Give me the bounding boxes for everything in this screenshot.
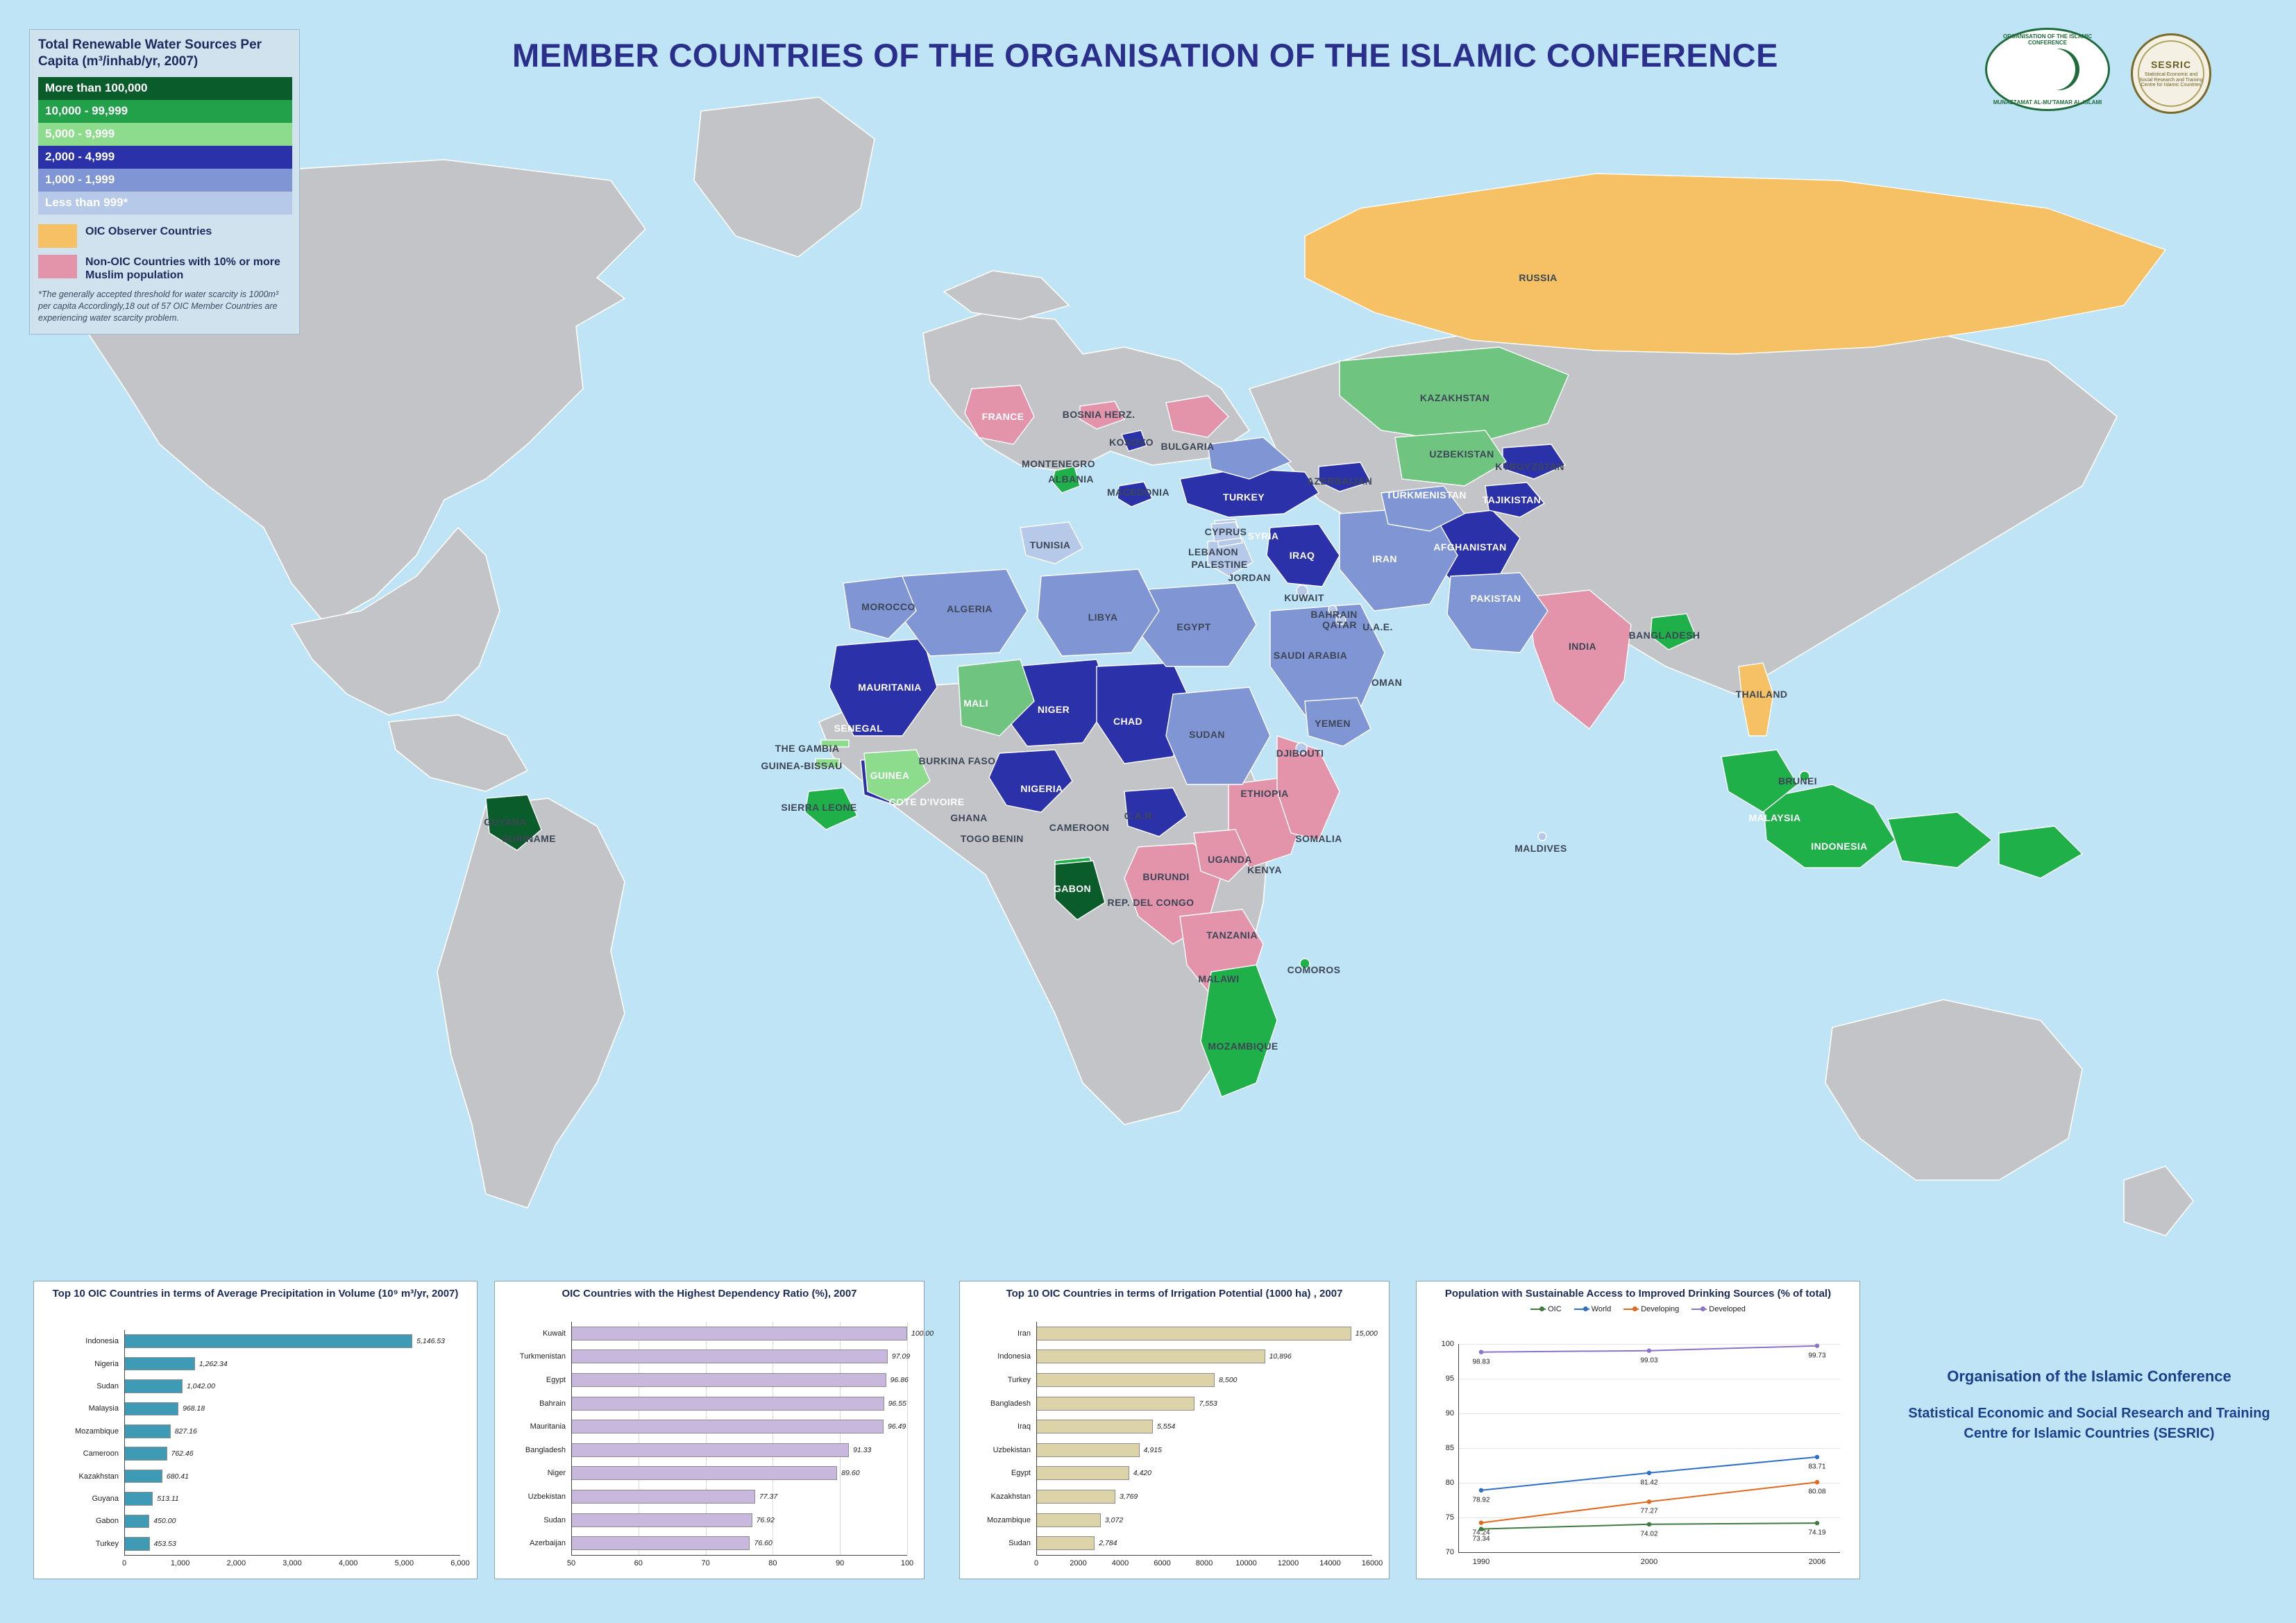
organisation-footer <box>1902 1368 2277 1444</box>
line-legend-swatch <box>1623 1309 1639 1310</box>
bar-category-label: Malaysia <box>88 1404 119 1413</box>
y-tick-label: 70 <box>1445 1548 1454 1556</box>
bar-value-label: 3,769 <box>1120 1492 1138 1501</box>
map-label-guinea: GUINEA <box>870 770 910 781</box>
map-label-burundi: BURUNDI <box>1142 871 1190 882</box>
map-label-kyrgyzstan: KYRGYZSTAN <box>1495 461 1564 472</box>
bar <box>571 1490 755 1504</box>
bar <box>124 1379 183 1393</box>
x-tick-label: 2006 <box>1808 1558 1826 1566</box>
map-label-syria: SYRIA <box>1247 530 1279 541</box>
bar <box>124 1537 150 1550</box>
bar-value-label: 3,072 <box>1104 1515 1124 1524</box>
bar-category-label: Indonesia <box>997 1352 1031 1361</box>
map-label-sudan: SUDAN <box>1189 729 1225 740</box>
bar <box>124 1447 167 1460</box>
legend-extra-label-0: OIC Observer Countries <box>85 225 212 237</box>
x-tick-label: 2000 <box>1640 1558 1658 1566</box>
bar-category-label: Sudan <box>543 1515 566 1524</box>
bar-value-label: 762.46 <box>171 1449 194 1458</box>
map-label-tunisia: TUNISIA <box>1029 539 1071 550</box>
bar-category-label: Turkey <box>1007 1376 1031 1384</box>
bar-value-label: 97.09 <box>891 1352 911 1361</box>
map-label-france: FRANCE <box>981 411 1024 422</box>
x-tick-label: 80 <box>768 1559 777 1567</box>
map-label-lebanon: LEBANON <box>1188 546 1239 557</box>
legend-class-0: More than 100,000 <box>38 77 292 100</box>
bar <box>1036 1327 1351 1340</box>
map-label-india: INDIA <box>1568 641 1597 652</box>
bar <box>124 1492 153 1505</box>
x-tick-label: 0 <box>1033 1559 1039 1567</box>
map-label-bulgaria: BULGARIA <box>1160 441 1215 452</box>
legend-class-1: 10,000 - 99,999 <box>38 100 292 123</box>
map-label-yemen: YEMEN <box>1315 718 1351 729</box>
line-legend-label: World <box>1591 1304 1612 1313</box>
line-legend-swatch <box>1530 1309 1546 1310</box>
map-label-saudi-arabia: SAUDI ARABIA <box>1273 650 1348 661</box>
x-tick-label: 70 <box>701 1559 710 1567</box>
line-point-label: 80.08 <box>1808 1488 1826 1496</box>
x-tick-label: 3,000 <box>282 1559 302 1567</box>
map-label-turkmenistan: TURKMENISTAN <box>1386 489 1467 501</box>
bar-value-label: 89.60 <box>841 1469 860 1478</box>
line-legend-world <box>1574 1305 1612 1313</box>
bar <box>1036 1349 1265 1363</box>
map-label-turkey: TURKEY <box>1223 491 1265 503</box>
y-tick-label: 90 <box>1445 1409 1454 1418</box>
line-legend-label: Developed <box>1709 1304 1746 1313</box>
legend-extra-list <box>38 224 291 282</box>
map-label-algeria: ALGERIA <box>947 603 993 614</box>
bar <box>1036 1536 1095 1550</box>
legend-class-list <box>38 77 292 215</box>
line-point-label: 99.03 <box>1640 1356 1658 1365</box>
bar <box>1036 1443 1140 1457</box>
bar-category-label: Bahrain <box>539 1399 566 1408</box>
bar-value-label: 1,262.34 <box>199 1359 228 1368</box>
x-axis <box>124 1555 460 1556</box>
bar-category-label: Egypt <box>546 1376 566 1384</box>
line-legend-swatch <box>1691 1309 1707 1310</box>
y-axis <box>1036 1322 1037 1555</box>
line-point-label: 81.42 <box>1640 1479 1658 1487</box>
chart-drinking-water <box>1416 1281 1860 1579</box>
map-legend <box>29 29 300 335</box>
bar-value-label: 7,553 <box>1199 1399 1217 1408</box>
map-label-burkina-faso: BURKINA FASO <box>918 755 996 766</box>
x-tick-label: 16000 <box>1361 1559 1383 1567</box>
map-label-comoros: COMOROS <box>1287 964 1341 975</box>
bar-category-label: Niger <box>547 1469 566 1478</box>
bar-category-label: Turkmenistan <box>519 1352 566 1361</box>
map-label-ethiopia: ETHIOPIA <box>1240 788 1289 799</box>
bar-category-label: Cameroon <box>83 1449 119 1458</box>
chart-dependency <box>494 1281 934 1579</box>
bar-category-label: Uzbekistan <box>993 1445 1031 1454</box>
map-label-qatar: QATAR <box>1322 619 1357 630</box>
legend-extra-swatch-0 <box>38 224 77 248</box>
footer-line-1: Organisation of the Islamic Conference <box>1947 1368 2231 1385</box>
line-point-label: 73.34 <box>1472 1535 1490 1543</box>
bar-value-label: 680.41 <box>166 1472 189 1481</box>
map-label-kosovo: KOSOVO <box>1109 437 1154 448</box>
map-label-oman: OMAN <box>1371 677 1403 688</box>
map-label-kazakhstan: KAZAKHSTAN <box>1419 392 1490 403</box>
line-legend-swatch <box>1574 1309 1589 1310</box>
map-label-bahrain: BAHRAIN <box>1310 609 1358 620</box>
y-axis <box>571 1322 572 1555</box>
map-label-tanzania: TANZANIA <box>1206 930 1258 941</box>
map-label-egypt: EGYPT <box>1176 621 1211 632</box>
y-tick-label: 80 <box>1445 1479 1454 1487</box>
map-label-macedonia: MACEDONIA <box>1107 487 1170 498</box>
line-point-label: 98.83 <box>1472 1358 1490 1366</box>
map-label-the-gambia: THE GAMBIA <box>775 743 840 754</box>
map-label-chad: CHAD <box>1113 716 1143 727</box>
bar-value-label: 15,000 <box>1355 1329 1378 1338</box>
x-tick-label: 50 <box>566 1559 576 1567</box>
bar-category-label: Indonesia <box>85 1337 119 1346</box>
bar <box>124 1515 149 1528</box>
bar-value-label: 513.11 <box>157 1495 179 1503</box>
line-legend-label: Developing <box>1641 1304 1680 1313</box>
map-label-guyana: GUYANA <box>484 816 527 827</box>
y-tick-label: 75 <box>1445 1513 1454 1522</box>
line-legend-developing <box>1623 1305 1679 1313</box>
legend-class-3: 2,000 - 4,999 <box>38 146 292 169</box>
x-tick-label: 8000 <box>1195 1559 1213 1567</box>
x-tick-label: 6,000 <box>450 1559 470 1567</box>
bar-value-label: 453.53 <box>153 1539 176 1548</box>
y-axis <box>1458 1344 1459 1552</box>
bar-category-label: Kazakhstan <box>990 1492 1031 1501</box>
bar-value-label: 450.00 <box>153 1517 176 1526</box>
x-tick-label: 1,000 <box>170 1559 190 1567</box>
oic-emblem-bottom-text: MUNAZZAMAT AL-MU'TAMAR AL-ISLAMI <box>1993 99 2102 106</box>
map-label-cote-d-ivoire: COTE D'IVOIRE <box>888 796 965 807</box>
bar-category-label: Egypt <box>1011 1469 1031 1478</box>
map-label-morocco: MOROCCO <box>861 601 915 612</box>
bar-value-label: 10,896 <box>1269 1352 1292 1361</box>
x-axis <box>1036 1555 1372 1556</box>
bar <box>571 1443 849 1457</box>
bar-value-label: 5,554 <box>1157 1422 1176 1431</box>
map-label-bosnia-herz-: BOSNIA HERZ. <box>1062 409 1136 420</box>
map-label-pakistan: PAKISTAN <box>1470 593 1521 604</box>
x-tick-label: 14000 <box>1319 1559 1341 1567</box>
bar-category-label: Turkey <box>95 1539 119 1548</box>
page-title: MEMBER COUNTRIES OF THE ORGANISATION OF THE ISLAMIC CONFERENCE <box>512 37 1778 74</box>
bar-value-label: 1,042.00 <box>187 1382 215 1390</box>
bar-value-label: 100.00 <box>911 1329 934 1338</box>
bar <box>571 1536 750 1550</box>
line-legend-oic <box>1530 1305 1562 1313</box>
map-label-sierra-leone: SIERRA LEONE <box>781 802 857 813</box>
bar <box>571 1373 886 1387</box>
map-label-ghana: GHANA <box>950 812 988 823</box>
sesric-emblem-name: SESRIC <box>2150 58 2192 70</box>
x-tick-label: 100 <box>900 1559 914 1567</box>
x-tick-label: 5,000 <box>394 1559 414 1567</box>
legend-extra-0 <box>38 224 291 248</box>
map-label-u-a-e-: U.A.E. <box>1362 621 1393 632</box>
bar <box>571 1466 837 1480</box>
bar-category-label: Kuwait <box>542 1329 566 1338</box>
bar-category-label: Mozambique <box>987 1515 1031 1524</box>
map-label-cameroon: CAMEROON <box>1049 822 1110 833</box>
map-label-mozambique: MOZAMBIQUE <box>1208 1041 1278 1052</box>
map-label-mali: MALI <box>963 698 988 709</box>
bar-value-label: 91.33 <box>853 1445 872 1454</box>
y-tick-label: 85 <box>1445 1444 1454 1452</box>
bar-value-label: 5,146.53 <box>416 1337 446 1346</box>
map-label-senegal: SENEGAL <box>834 723 884 734</box>
map-label-russia: RUSSIA <box>1519 272 1558 283</box>
legend-class-4: 1,000 - 1,999 <box>38 169 292 192</box>
x-tick-label: 2000 <box>1070 1559 1087 1567</box>
bar-category-label: Uzbekistan <box>527 1492 566 1501</box>
map-label-indonesia: INDONESIA <box>1811 841 1868 852</box>
map-label-djibouti: DJIBOUTI <box>1276 748 1324 759</box>
map-label-suriname: SURINAME <box>502 833 556 844</box>
map-label-rep-del-congo: REP. DEL CONGO <box>1107 897 1195 908</box>
map-label-kuwait: KUWAIT <box>1284 592 1324 603</box>
bar <box>124 1402 178 1415</box>
map-label-cyprus: CYPRUS <box>1204 526 1247 537</box>
line-point-label: 78.92 <box>1472 1496 1490 1504</box>
x-tick-label: 1990 <box>1472 1558 1490 1566</box>
footer-line-2: Statistical Economic and Social Research and Training Centre for Islamic Countries (SESRIC) <box>1908 1406 2270 1441</box>
chart-irrigation-title: Top 10 OIC Countries in terms of Irrigation Potential (1000 ha) , 2007 <box>1006 1288 1343 1300</box>
bar-category-label: Guyana <box>92 1495 119 1503</box>
chart-precipitation-plot <box>34 1322 478 1580</box>
map-label-niger: NIGER <box>1037 704 1070 715</box>
map-label-somalia: SOMALIA <box>1295 833 1342 844</box>
bar <box>1036 1466 1129 1480</box>
map-label-gabon: GABON <box>1053 883 1092 894</box>
x-tick-label: 12000 <box>1277 1559 1299 1567</box>
sesric-emblem <box>2131 33 2211 114</box>
map-label-c-a-r-: C.A.R. <box>1124 810 1156 821</box>
legend-heading: Total Renewable Water Sources Per Capita (m³/inhab/yr, 2007) <box>38 37 262 69</box>
line-point-label: 83.71 <box>1808 1463 1826 1471</box>
x-axis <box>1458 1552 1840 1553</box>
chart-drinking-water-legend <box>1417 1305 1859 1313</box>
chart-precipitation <box>33 1281 478 1579</box>
bar <box>124 1470 162 1483</box>
bar-value-label: 77.37 <box>759 1492 778 1501</box>
map-label-tajikistan: TAJIKISTAN <box>1482 494 1542 505</box>
bar-value-label: 96.55 <box>888 1399 906 1408</box>
chart-irrigation-plot <box>960 1313 1390 1580</box>
line-point-label: 99.73 <box>1808 1352 1826 1360</box>
bar-category-label: Sudan <box>96 1382 119 1390</box>
bar <box>124 1424 171 1438</box>
x-axis <box>571 1555 907 1556</box>
legend-extra-1 <box>38 255 291 282</box>
map-label-guinea-bissau: GUINEA-BISSAU <box>761 760 843 771</box>
bar <box>1036 1513 1101 1527</box>
map-label-afghanistan: AFGHANISTAN <box>1433 541 1507 553</box>
legend-class-2: 5,000 - 9,999 <box>38 123 292 146</box>
line-legend-label: OIC <box>1548 1304 1562 1313</box>
legend-note: *The generally accepted threshold for water scarcity is 1000m³ per capita Accordingly,18 out of 57 OIC Member Countries are experiencing water scarcity problem. <box>38 289 278 323</box>
map-label-palestine: PALESTINE <box>1191 559 1248 570</box>
x-tick-label: 60 <box>634 1559 643 1567</box>
bar <box>124 1334 412 1347</box>
bar-value-label: 76.92 <box>756 1515 775 1524</box>
bar <box>571 1420 884 1433</box>
chart-precipitation-title: Top 10 OIC Countries in terms of Average Precipitation in Volume (10⁹ m³/yr, 2007) <box>52 1288 459 1300</box>
map-label-brunei: BRUNEI <box>1778 775 1818 787</box>
bar-category-label: Bangladesh <box>525 1445 566 1454</box>
map-label-thailand: THAILAND <box>1735 689 1788 700</box>
bar-value-label: 96.49 <box>888 1422 906 1431</box>
x-tick-label: 0 <box>121 1559 127 1567</box>
bar-value-label: 4,915 <box>1143 1445 1162 1454</box>
line-chart-svg <box>1417 1334 1861 1580</box>
map-label-mauritania: MAURITANIA <box>858 682 922 693</box>
map-label-iran: IRAN <box>1372 553 1397 564</box>
x-tick-label: 2,000 <box>226 1559 246 1567</box>
bar-category-label: Sudan <box>1008 1539 1031 1548</box>
bar-category-label: Iraq <box>1018 1422 1031 1431</box>
map-label-malaysia: MALAYSIA <box>1748 812 1801 823</box>
bar <box>571 1397 884 1411</box>
legend-class-5: Less than 999* <box>38 192 292 215</box>
map-label-jordan: JORDAN <box>1228 572 1271 583</box>
line-legend-developed <box>1691 1305 1746 1313</box>
map-label-montenegro: MONTENEGRO <box>1022 458 1095 469</box>
bar-value-label: 2,784 <box>1099 1539 1117 1548</box>
bar <box>1036 1420 1153 1433</box>
bar-category-label: Nigeria <box>94 1359 119 1368</box>
map-label-uganda: UGANDA <box>1208 854 1252 865</box>
bar-category-label: Mozambique <box>75 1427 119 1436</box>
bar <box>1036 1373 1215 1387</box>
x-tick-label: 4,000 <box>338 1559 358 1567</box>
map-label-nigeria: NIGERIA <box>1020 783 1063 794</box>
sesric-emblem-sub: Statistical Economic and Social Research and Training Centre for Islamic Countries <box>2139 72 2203 88</box>
bar-value-label: 8,500 <box>1219 1376 1238 1384</box>
chart-dependency-plot <box>495 1313 934 1580</box>
line-point-label: 77.27 <box>1640 1507 1658 1515</box>
legend-extra-swatch-1 <box>38 255 77 278</box>
y-tick-label: 95 <box>1445 1374 1454 1383</box>
bar-category-label: Gabon <box>95 1517 119 1526</box>
map-label-benin: BENIN <box>992 833 1024 844</box>
map-label-azerbaijan: AZERBAIJAN <box>1306 476 1373 487</box>
bar <box>1036 1397 1195 1411</box>
bar <box>1036 1490 1115 1504</box>
chart-drinking-water-title: Population with Sustainable Access to Improved Drinking Sources (% of total) <box>1444 1288 1832 1300</box>
map-label-togo: TOGO <box>960 833 990 844</box>
bar-category-label: Azerbaijan <box>530 1539 566 1548</box>
map-label-kenya: KENYA <box>1247 864 1282 875</box>
bar-value-label: 4,420 <box>1133 1469 1151 1478</box>
oic-emblem <box>1985 28 2110 111</box>
bar <box>124 1357 195 1370</box>
chart-irrigation <box>959 1281 1390 1579</box>
bar-category-label: Bangladesh <box>990 1399 1031 1408</box>
bar-value-label: 827.16 <box>174 1427 197 1436</box>
map-label-bangladesh: BANGLADESH <box>1628 630 1700 641</box>
map-label-libya: LIBYA <box>1088 612 1118 623</box>
oic-emblem-top-text: ORGANISATION OF THE ISLAMIC CONFERENCE <box>2002 33 2093 46</box>
line-point-label: 74.19 <box>1808 1529 1826 1537</box>
map-label-uzbekistan: UZBEKISTAN <box>1429 448 1494 460</box>
line-point-label: 74.02 <box>1640 1530 1658 1538</box>
bar-value-label: 96.86 <box>890 1376 909 1384</box>
x-tick-label: 10000 <box>1235 1559 1257 1567</box>
legend-extra-label-1: Non-OIC Countries with 10% or more Muslim population <box>85 255 280 281</box>
x-tick-label: 6000 <box>1154 1559 1171 1567</box>
line-point-label: 74.24 <box>1472 1529 1490 1537</box>
bar <box>571 1513 752 1527</box>
bar-category-label: Mauritania <box>530 1422 566 1431</box>
y-tick-label: 100 <box>1441 1340 1454 1348</box>
bar-value-label: 968.18 <box>183 1404 205 1413</box>
bar-category-label: Kazakhstan <box>78 1472 119 1481</box>
map-label-albania: ALBANIA <box>1048 473 1094 485</box>
map-label-maldives: MALDIVES <box>1514 843 1567 854</box>
x-tick-label: 4000 <box>1111 1559 1129 1567</box>
chart-drinking-water-plot <box>1417 1334 1861 1580</box>
x-tick-label: 90 <box>836 1559 845 1567</box>
map-label-iraq: IRAQ <box>1289 550 1315 561</box>
map-label-malawi: MALAWI <box>1198 973 1240 984</box>
bar-value-label: 76.60 <box>754 1539 773 1548</box>
bar <box>571 1349 888 1363</box>
bar <box>571 1327 907 1340</box>
chart-dependency-title: OIC Countries with the Highest Dependency Ratio (%), 2007 <box>562 1288 857 1300</box>
y-axis <box>124 1330 125 1555</box>
bar-category-label: Iran <box>1018 1329 1031 1338</box>
